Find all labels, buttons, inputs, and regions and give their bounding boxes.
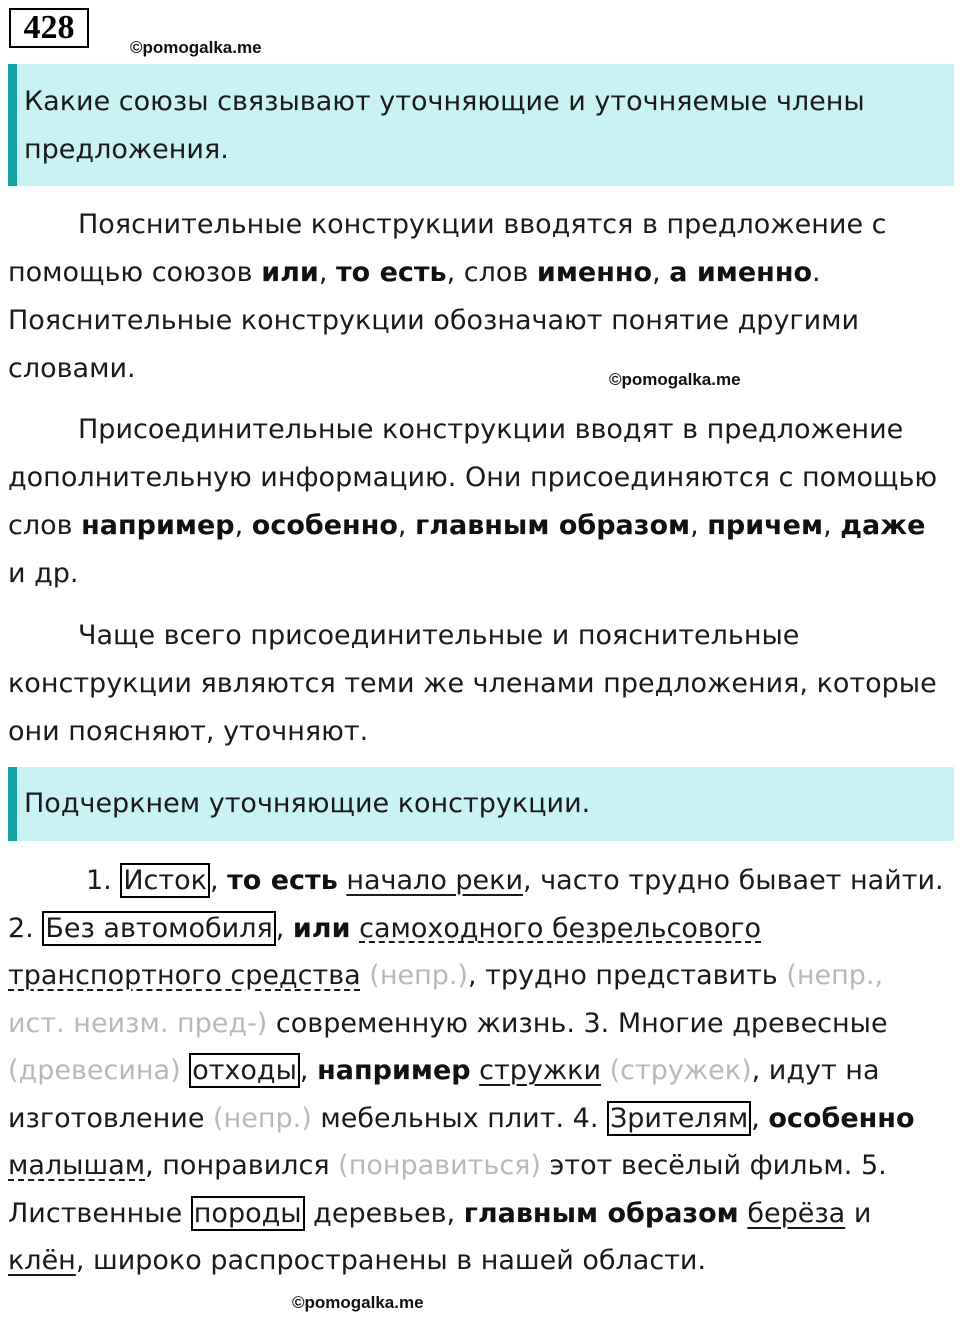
boxed-word: Без автомобиля bbox=[42, 911, 275, 946]
text: , идут на изготовление bbox=[8, 1055, 880, 1134]
text: , bbox=[751, 1102, 769, 1134]
question-banner bbox=[8, 64, 954, 186]
boxed-word: породы bbox=[191, 1196, 305, 1231]
sentence-number: 1. bbox=[86, 865, 121, 896]
text bbox=[351, 913, 360, 944]
text: и др. bbox=[8, 558, 79, 589]
gray-note: (стружек) bbox=[601, 1055, 752, 1086]
paragraph-connecting bbox=[8, 406, 948, 598]
text: , bbox=[318, 257, 336, 288]
bold-term: особенно bbox=[251, 510, 398, 541]
text: мебельных плит. bbox=[311, 1102, 573, 1134]
exercise-number: 428 bbox=[9, 8, 89, 48]
question-text: Какие союзы связывают уточняющие и уточняемые члены предложения. bbox=[24, 86, 865, 165]
text: , слов bbox=[446, 257, 537, 288]
answer-text bbox=[8, 857, 948, 1285]
text: . Пояснительные конструкции обозначают понятие другими словами. bbox=[8, 257, 860, 384]
gray-note: (древесина) bbox=[8, 1055, 190, 1086]
watermark-bottom: ©pomogalka.me bbox=[292, 1293, 424, 1312]
text: этот весёлый фильм. bbox=[540, 1150, 861, 1181]
gray-note: (понравиться) bbox=[329, 1150, 541, 1181]
text: и bbox=[845, 1197, 872, 1229]
text bbox=[471, 1055, 480, 1086]
underlined-phrase: стружки bbox=[479, 1055, 602, 1086]
bold-term: даже bbox=[840, 510, 926, 541]
task-banner bbox=[8, 767, 954, 841]
bold-term: главным образом bbox=[415, 510, 691, 541]
dashed-underlined-phrase: самоходного безрельсового транспортного средства bbox=[8, 912, 762, 991]
text: , bbox=[397, 510, 416, 541]
sentence-number: 4. bbox=[572, 1102, 607, 1134]
dashed-underlined-word: малышам bbox=[8, 1150, 146, 1181]
gray-note: (непр., ист. неизм. пред-) bbox=[8, 960, 884, 1039]
text: , широко распространены в нашей области. bbox=[75, 1245, 707, 1276]
sentence-number: 3. bbox=[583, 1007, 618, 1039]
text: Присоединительные конструкции вводят в предложение дополнительную информацию. Они присоединяются с помощью слов bbox=[8, 414, 938, 541]
text: , bbox=[209, 865, 228, 896]
text: , bbox=[690, 510, 708, 541]
paragraph-summary bbox=[8, 612, 948, 756]
gray-note: (непр.) bbox=[204, 1102, 312, 1134]
text: , трудно представить bbox=[468, 960, 778, 991]
bold-term: именно bbox=[536, 257, 653, 288]
text: Чаще всего присоединительные и пояснительные конструкции являются теми же членами предложения, которые они поясняют, уточняют. bbox=[8, 620, 937, 747]
paragraph-explanatory bbox=[8, 201, 948, 393]
bold-term: а именно bbox=[669, 257, 813, 288]
bold-connector: главным образом bbox=[463, 1197, 739, 1229]
text: деревьев, bbox=[304, 1197, 464, 1229]
text: , понравился bbox=[145, 1150, 330, 1181]
text: , bbox=[275, 912, 293, 944]
boxed-word: Зрителям bbox=[607, 1101, 751, 1136]
boxed-word: Исток bbox=[120, 863, 210, 898]
text: Лиственные bbox=[8, 1197, 191, 1229]
watermark: ©pomogalka.me bbox=[130, 38, 262, 57]
bold-connector: или bbox=[292, 912, 351, 944]
bold-connector: особенно bbox=[768, 1102, 915, 1134]
text: , bbox=[823, 510, 841, 541]
sentence-number: 5. bbox=[860, 1150, 887, 1181]
gray-note: (непр.) bbox=[360, 960, 468, 991]
underlined-word: клён bbox=[8, 1245, 76, 1276]
text: , bbox=[652, 257, 670, 288]
text: современную жизнь. bbox=[267, 1007, 584, 1039]
underlined-phrase: начало реки bbox=[346, 865, 524, 896]
bold-term: причем bbox=[707, 510, 824, 541]
bold-connector: например bbox=[317, 1055, 471, 1086]
text: Пояснительные конструкции вводятся в предложение с помощью союзов bbox=[8, 209, 887, 288]
boxed-word: отходы bbox=[189, 1053, 300, 1088]
bold-term: или bbox=[261, 257, 319, 288]
task-text: Подчеркнем уточняющие конструкции. bbox=[24, 788, 591, 819]
underlined-word: берёза bbox=[747, 1197, 846, 1229]
bold-connector: то есть bbox=[227, 865, 338, 896]
text: , bbox=[234, 510, 252, 541]
sentence-number: 2. bbox=[8, 912, 43, 944]
text: Многие древесные bbox=[617, 1007, 888, 1039]
text: , bbox=[299, 1055, 318, 1086]
text: , часто трудно бывает найти. bbox=[523, 865, 944, 896]
watermark-middle: ©pomogalka.me bbox=[609, 370, 741, 389]
bold-term: то есть bbox=[335, 257, 447, 288]
bold-term: например bbox=[81, 510, 235, 541]
